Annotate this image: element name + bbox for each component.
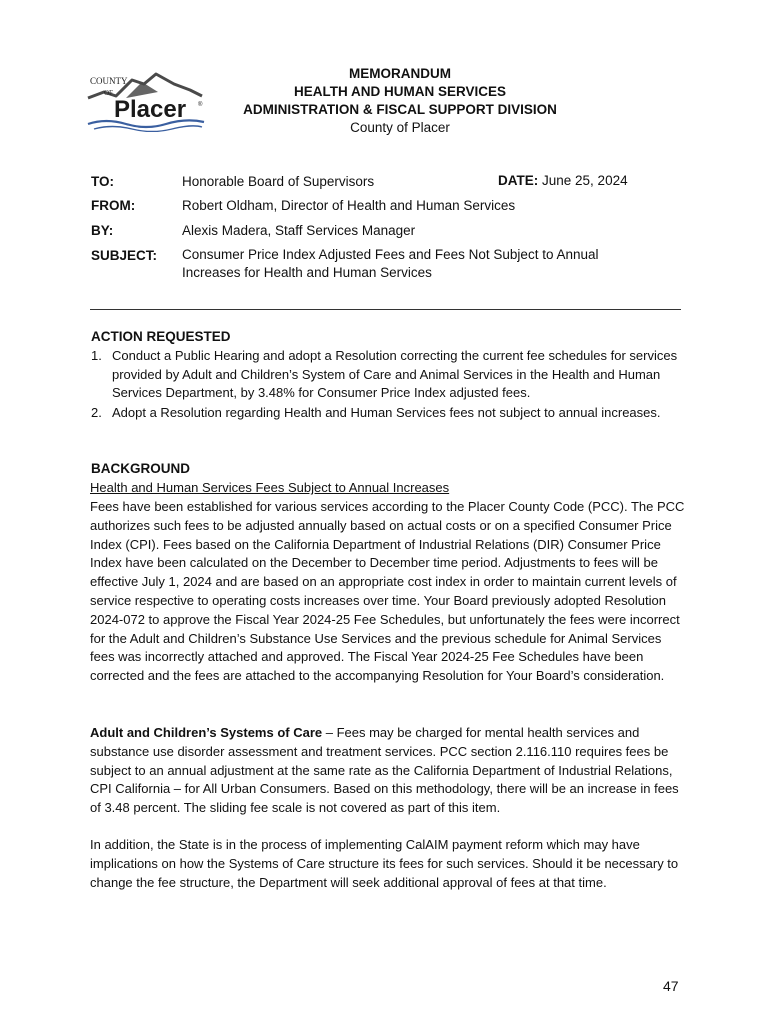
subject-label: SUBJECT: (91, 248, 158, 263)
to-value: Honorable Board of Supervisors (182, 174, 375, 189)
from-value: Robert Oldham, Director of Health and Human Services (182, 198, 516, 213)
county-heading: County of Placer (350, 120, 450, 135)
department-heading: HEALTH AND HUMAN SERVICES (293, 84, 506, 99)
systems-of-care-heading: Adult and Children’s Systems of Care (90, 725, 323, 740)
action-item-text: Adopt a Resolution regarding Health and Human Services fees not subject to annual increases. (112, 405, 661, 420)
logo-county-text: COUNTY (90, 76, 128, 86)
date-field (498, 173, 628, 188)
placer-logo-icon (86, 70, 206, 132)
action-item (91, 347, 691, 403)
background-paragraph-3: In addition, the State is in the process of implementing CalAIM payment reform which may have implications on how the Systems of Care structure its fees for such services. Should it be necessary to change the fee structure, the Department will seek additional approval of fees at that time. (90, 837, 679, 890)
action-item-number: 1. (91, 348, 102, 363)
date-value: June 25, 2024 (542, 173, 628, 188)
by-label: BY: (91, 223, 114, 238)
date-label: DATE: (498, 173, 539, 188)
division-heading: ADMINISTRATION & FISCAL SUPPORT DIVISION (243, 102, 557, 117)
memo-heading: MEMORANDUM (349, 66, 451, 81)
logo-name-text: Placer (114, 96, 187, 123)
logo-reg-mark: ® (198, 102, 203, 108)
header-divider (90, 309, 681, 310)
to-label: TO: (91, 174, 114, 189)
background-title: BACKGROUND (91, 461, 190, 476)
page-number: 47 (663, 978, 679, 994)
background-paragraph-2 (90, 724, 685, 818)
background-paragraph-1: Fees have been established for various services according to the Placer County Code (PCC). The PCC authorizes such fees to be adjusted annually based on actual costs or on a specified Consumer Price Index (CPI). Fees based on the California Department of Industrial Relations (DIR) Consumer Price Index have been calculated on the December to December time period. Adjustments to fees will be effective July 1, 2024 and are based on an appropriate cost index in order to maintain current levels of service respective to operating costs increases over time. Your Board previously adopted Resolution 2024-072 to approve the Fiscal Year 2024-25 Fee Schedules, but unfortunately the fees were incorrect for the Adult and Children’s Substance Use Services and the previous schedule for Animal Services fees was incorrectly attached and approved. The Fiscal Year 2024-25 Fee Schedules have been corrected and the fees are attached to the accompanying Resolution for Your Board’s consideration. (90, 499, 685, 684)
from-label: FROM: (91, 198, 136, 213)
systems-of-care-text: – Fees may be charged for mental health services and substance use disorder assessment and treatment services. PCC section 2.116.110 requires fees be subject to an annual adjustment at the same rate as the California Department of Industrial Relations, CPI California – for All Urban Consumers. Based on this methodology, there will be an increase in fees of 3.48 percent. The sliding fee scale is not covered as part of this item. (90, 725, 679, 816)
logo-of-text: OF (104, 89, 113, 97)
by-value: Alexis Madera, Staff Services Manager (182, 223, 416, 238)
background-subtitle: Health and Human Services Fees Subject to Annual Increases (90, 480, 450, 495)
subject-line-2: Increases for Health and Human Services (182, 265, 432, 280)
action-item (91, 404, 691, 423)
action-requested-title: ACTION REQUESTED (91, 329, 231, 344)
county-of-placer-logo (86, 70, 206, 132)
action-item-number: 2. (91, 405, 102, 420)
subject-line-1: Consumer Price Index Adjusted Fees and Fees Not Subject to Annual (182, 247, 599, 262)
action-item-text: Conduct a Public Hearing and adopt a Resolution correcting the current fee schedules for services provided by Adult and Children’s System of Care and Animal Services in the Health and Human Services Department, by 3.48% for Consumer Price Index adjusted fees. (112, 348, 678, 401)
